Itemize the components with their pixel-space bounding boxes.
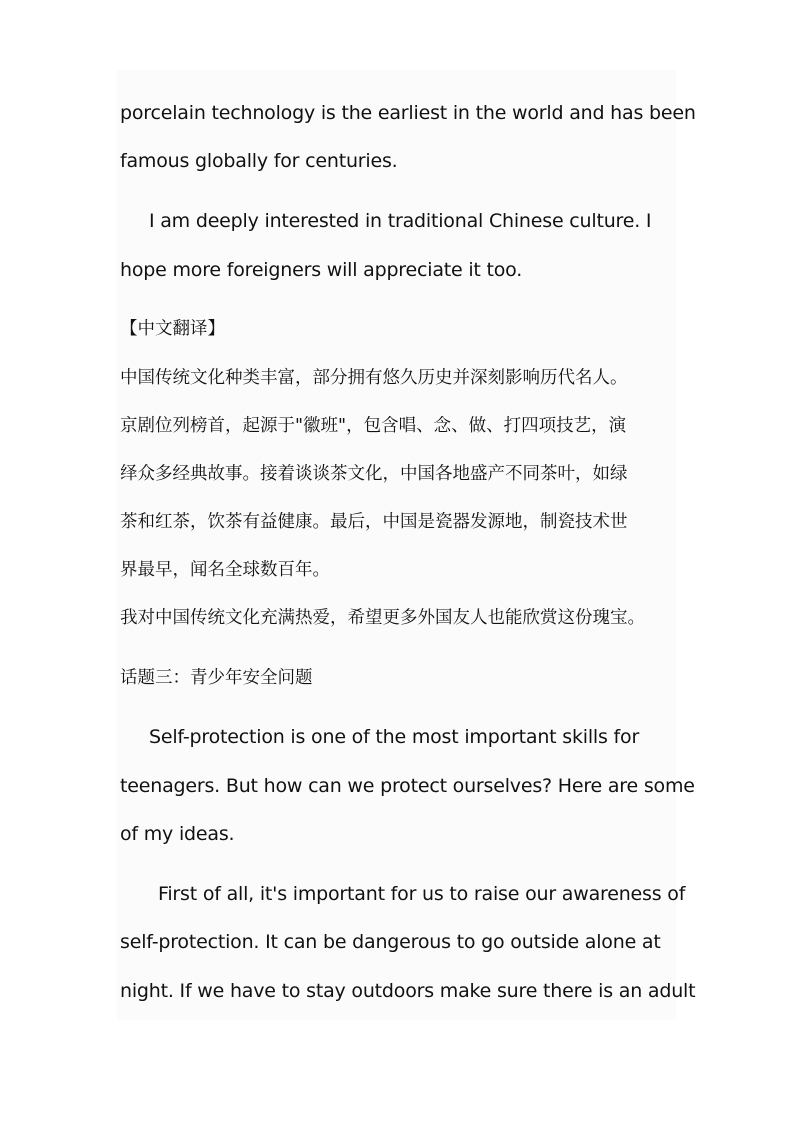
translation-heading: 【中文翻译】: [120, 319, 225, 339]
topic-heading: 话题三：青少年安全问题: [120, 668, 313, 688]
translation-line-3: 绎众多经典故事。接着谈谈茶文化，中国各地盛产不同茶叶，如绿: [120, 464, 628, 484]
topic-line-6: night. If we have to stay outdoors make sure there is an adult: [120, 980, 696, 1002]
topic-line-5: self-protection. It can be dangerous to go outside alone at: [120, 931, 661, 953]
english-line-1: porcelain technology is the earliest in the world and has been: [120, 102, 696, 124]
translation-line-6: 我对中国传统文化充满热爱，希望更多外国友人也能欣赏这份瑰宝。: [120, 608, 645, 628]
topic-line-4: First of all, it's important for us to raise our awareness of: [158, 883, 686, 905]
translation-line-1: 中国传统文化种类丰富，部分拥有悠久历史并深刻影响历代名人。: [120, 368, 628, 388]
translation-line-2: 京剧位列榜首，起源于"徽班"，包含唱、念、做、打四项技艺，演: [120, 416, 627, 436]
english-line-3: I am deeply interested in traditional Chinese culture. I: [149, 210, 652, 232]
translation-line-5: 界最早，闻名全球数百年。: [120, 560, 330, 580]
topic-line-2: teenagers. But how can we protect ourselves? Here are some: [120, 775, 695, 797]
topic-line-1: Self-protection is one of the most important skills for: [149, 726, 640, 748]
topic-line-3: of my ideas.: [120, 823, 235, 845]
english-line-4: hope more foreigners will appreciate it too.: [120, 259, 523, 281]
english-line-2: famous globally for centuries.: [120, 150, 398, 172]
translation-line-4: 茶和红茶，饮茶有益健康。最后，中国是瓷器发源地，制瓷技术世: [120, 512, 628, 532]
